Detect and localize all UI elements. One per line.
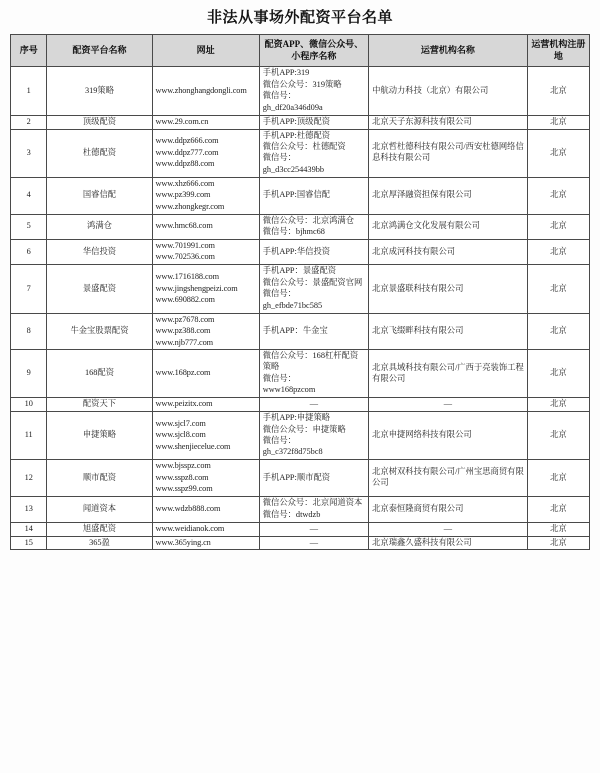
cell-registration-region: 北京 [527, 522, 589, 536]
cell-line: — [309, 537, 319, 547]
cell-line: 手机APP:顺市配资 [262, 472, 331, 482]
cell-platform-name: 旭盛配资 [47, 522, 152, 536]
column-header-app: 配资APP、微信公众号、小程序名称 [259, 35, 368, 67]
table-row [11, 497, 590, 522]
cell-urls [152, 350, 259, 398]
cell-platform-name: 华信投资 [47, 240, 152, 265]
cell-line: 手机APP：景盛配资 [262, 266, 337, 276]
cell-urls [152, 460, 259, 497]
cell-urls [152, 129, 259, 177]
cell-urls [152, 522, 259, 536]
column-header-url: 网址 [152, 35, 259, 67]
cell-line: www.365ying.cn [155, 537, 211, 547]
cell-line: www.xhz666.com [155, 178, 215, 188]
table-row [11, 177, 590, 214]
cell-line: 微信号： [262, 289, 296, 299]
cell-registration-region: 北京 [527, 460, 589, 497]
cell-app-wechat [259, 177, 368, 214]
cell-index: 9 [11, 350, 47, 398]
cell-line: — [309, 399, 319, 409]
cell-app-wechat [259, 313, 368, 350]
cell-operator-name: — [369, 522, 528, 536]
cell-line: 微信号：dtwdzb [262, 509, 321, 519]
cell-app-wechat [259, 265, 368, 313]
cell-urls [152, 497, 259, 522]
cell-urls [152, 398, 259, 412]
cell-line: www.njb777.com [155, 337, 214, 347]
cell-urls [152, 115, 259, 129]
cell-operator-name: 北京厚泽融资担保有限公司 [369, 177, 528, 214]
table-row [11, 115, 590, 129]
table-row [11, 536, 590, 550]
table-row [11, 398, 590, 412]
cell-line: www.702536.com [155, 252, 215, 262]
cell-line: 手机APP：牛金宝 [262, 326, 328, 336]
table-row [11, 313, 590, 350]
table-row [11, 265, 590, 313]
cell-registration-region: 北京 [527, 398, 589, 412]
cell-platform-name: 闻道资本 [47, 497, 152, 522]
table-row [11, 412, 590, 460]
cell-operator-name: 北京景盛联科技有限公司 [369, 265, 528, 313]
cell-line: www.peizitx.com [155, 399, 213, 409]
cell-index: 5 [11, 214, 47, 239]
cell-registration-region: 北京 [527, 412, 589, 460]
cell-index: 2 [11, 115, 47, 129]
cell-line: 手机APP:国睿信配 [262, 190, 331, 200]
cell-line: www.jingshengpeizi.com [155, 283, 238, 293]
cell-line: 微信公众号：北京闻道资本 [262, 498, 363, 508]
cell-registration-region: 北京 [527, 115, 589, 129]
cell-line: 微信公众号：景盛配资官网 [262, 277, 363, 287]
cell-registration-region: 北京 [527, 497, 589, 522]
table-row [11, 522, 590, 536]
cell-line: www.pz388.com [155, 326, 211, 336]
cell-platform-name: 168配资 [47, 350, 152, 398]
cell-urls [152, 240, 259, 265]
cell-line: 手机APP:杜德配资 [262, 130, 331, 140]
cell-index: 6 [11, 240, 47, 265]
cell-urls [152, 177, 259, 214]
cell-line: www.ddpz777.com [155, 147, 219, 157]
cell-line: 微信公众号：申捷策略 [262, 424, 346, 434]
cell-app-wechat [259, 67, 368, 115]
cell-app-wechat [259, 129, 368, 177]
cell-line: — [309, 523, 319, 533]
cell-urls [152, 412, 259, 460]
cell-platform-name: 319策略 [47, 67, 152, 115]
illegal-platforms-table [10, 34, 590, 550]
cell-app-wechat [259, 350, 368, 398]
cell-registration-region: 北京 [527, 240, 589, 265]
cell-line: gh_d3cc254439bb [262, 164, 325, 174]
cell-operator-name: 北京树双科技有限公司/广州宝思商贸有限公司 [369, 460, 528, 497]
cell-registration-region: 北京 [527, 67, 589, 115]
cell-index: 13 [11, 497, 47, 522]
cell-line: www.pz399.com [155, 190, 211, 200]
cell-line: www.690882.com [155, 294, 215, 304]
cell-urls [152, 265, 259, 313]
cell-index: 14 [11, 522, 47, 536]
cell-operator-name: 北京具域科技有限公司/广西于亮装饰工程有限公司 [369, 350, 528, 398]
cell-index: 10 [11, 398, 47, 412]
cell-operator-name: 北京天子东源科技有限公司 [369, 115, 528, 129]
cell-platform-name: 申捷策略 [47, 412, 152, 460]
cell-line: 手机APP:319 [262, 68, 310, 78]
cell-line: 微信号： [262, 91, 296, 101]
cell-urls [152, 214, 259, 239]
cell-urls [152, 313, 259, 350]
cell-app-wechat [259, 115, 368, 129]
page-title: 非法从事场外配资平台名单 [206, 10, 393, 26]
cell-line: gh_efbde71bc585 [262, 300, 323, 310]
cell-operator-name: 中航动力科技（北京）有限公司 [369, 67, 528, 115]
cell-app-wechat [259, 497, 368, 522]
column-header-index: 序号 [11, 35, 47, 67]
cell-platform-name: 顺市配资 [47, 460, 152, 497]
cell-line: 微信公众号：杜德配资 [262, 142, 346, 151]
cell-registration-region: 北京 [527, 214, 589, 239]
cell-operator-name: 北京成河科技有限公司 [369, 240, 528, 265]
cell-operator-name: 北京申捷网络科技有限公司 [369, 412, 528, 460]
table-row [11, 129, 590, 177]
cell-platform-name: 国睿信配 [47, 177, 152, 214]
cell-platform-name: 鸿满仓 [47, 214, 152, 239]
cell-app-wechat [259, 412, 368, 460]
cell-line: www.sjcl7.com [155, 418, 206, 428]
table-row [11, 214, 590, 239]
cell-operator-name: 北京泰恒隆商贸有限公司 [369, 497, 528, 522]
cell-line: 微信号： [262, 436, 296, 445]
column-header-platform: 配资平台名称 [47, 35, 152, 67]
column-header-region: 运营机构注册地 [527, 35, 589, 67]
cell-line: www.sspz99.com [155, 484, 213, 494]
cell-registration-region: 北京 [527, 129, 589, 177]
cell-app-wechat [259, 536, 368, 550]
cell-app-wechat [259, 214, 368, 239]
cell-line: 微信号： [262, 153, 296, 163]
cell-index: 4 [11, 177, 47, 214]
cell-platform-name: 365盈 [47, 536, 152, 550]
cell-urls [152, 536, 259, 550]
cell-registration-region: 北京 [527, 177, 589, 214]
cell-registration-region: 北京 [527, 313, 589, 350]
cell-line: www.1716188.com [155, 272, 219, 282]
cell-line: www.pz7678.com [155, 314, 215, 324]
cell-line: www.ddpz666.com [155, 136, 219, 146]
table-row [11, 350, 590, 398]
cell-app-wechat [259, 460, 368, 497]
cell-app-wechat [259, 240, 368, 265]
cell-operator-name: 北京飞缀畔科技有限公司 [369, 313, 528, 350]
cell-app-wechat [259, 522, 368, 536]
cell-line: www.168pz.com [155, 368, 211, 378]
cell-platform-name: 牛金宝股票配资 [47, 313, 152, 350]
cell-platform-name: 顶级配资 [47, 115, 152, 129]
column-header-org: 运营机构名称 [369, 35, 528, 67]
cell-line: 微信号： [262, 373, 296, 383]
cell-registration-region: 北京 [527, 265, 589, 313]
cell-platform-name: 杜德配资 [47, 129, 152, 177]
cell-line: www168pzcom [262, 385, 316, 395]
cell-line: 微信公众号：北京鸿满仓 [262, 215, 355, 225]
cell-operator-name: 北京哲杜德科技有限公司/西安杜德网络信息科技有限公司 [369, 129, 528, 177]
cell-line: www.wdzb888.com [155, 503, 221, 513]
cell-index: 11 [11, 412, 47, 460]
cell-operator-name: 北京瑞鑫久盛科技有限公司 [369, 536, 528, 550]
cell-line: www.701991.com [155, 241, 215, 250]
table-row [11, 460, 590, 497]
cell-line: www.zhongkegr.com [155, 201, 225, 211]
cell-index: 3 [11, 129, 47, 177]
cell-line: gh_c372f8d75bc8 [262, 447, 323, 457]
cell-line: www.zhonghangdongli.com [155, 85, 247, 95]
cell-index: 12 [11, 460, 47, 497]
cell-index: 15 [11, 536, 47, 550]
cell-line: www.ddpz88.com [155, 159, 215, 169]
cell-index: 7 [11, 265, 47, 313]
cell-line: www.sjcl8.com [155, 430, 206, 440]
cell-line: gh_df20a346d09a [262, 102, 323, 112]
cell-registration-region: 北京 [527, 536, 589, 550]
cell-line: 微信公众号：319策略 [262, 79, 342, 89]
cell-line: 手机APP:顶级配资 [262, 116, 331, 126]
cell-line: www.29.com.cn [155, 116, 209, 126]
cell-line: www.sspz8.com [155, 472, 209, 482]
cell-line: 微信公众号：168杠杆配资策略 [262, 351, 359, 372]
table-header [11, 35, 590, 67]
cell-line: www.shenjiecelue.com [155, 441, 231, 451]
cell-app-wechat [259, 398, 368, 412]
cell-operator-name: — [369, 398, 528, 412]
cell-index: 8 [11, 313, 47, 350]
cell-line: 微信号：bjhmc68 [262, 227, 325, 237]
cell-line: www.weidianok.com [155, 523, 225, 533]
table-row [11, 67, 590, 115]
table-container [0, 34, 600, 550]
cell-operator-name: 北京鸿满仓文化发展有限公司 [369, 214, 528, 239]
cell-index: 1 [11, 67, 47, 115]
cell-line: www.bjsspz.com [155, 461, 211, 471]
cell-line: 手机APP:华信投资 [262, 246, 331, 256]
cell-line: 手机APP:申捷策略 [262, 413, 331, 423]
cell-platform-name: 配资天下 [47, 398, 152, 412]
cell-platform-name: 景盛配资 [47, 265, 152, 313]
cell-urls [152, 67, 259, 115]
cell-registration-region: 北京 [527, 350, 589, 398]
table-row [11, 240, 590, 265]
table-body [11, 67, 590, 550]
cell-line: www.hmc68.com [155, 221, 213, 231]
table-header-row [11, 35, 590, 67]
